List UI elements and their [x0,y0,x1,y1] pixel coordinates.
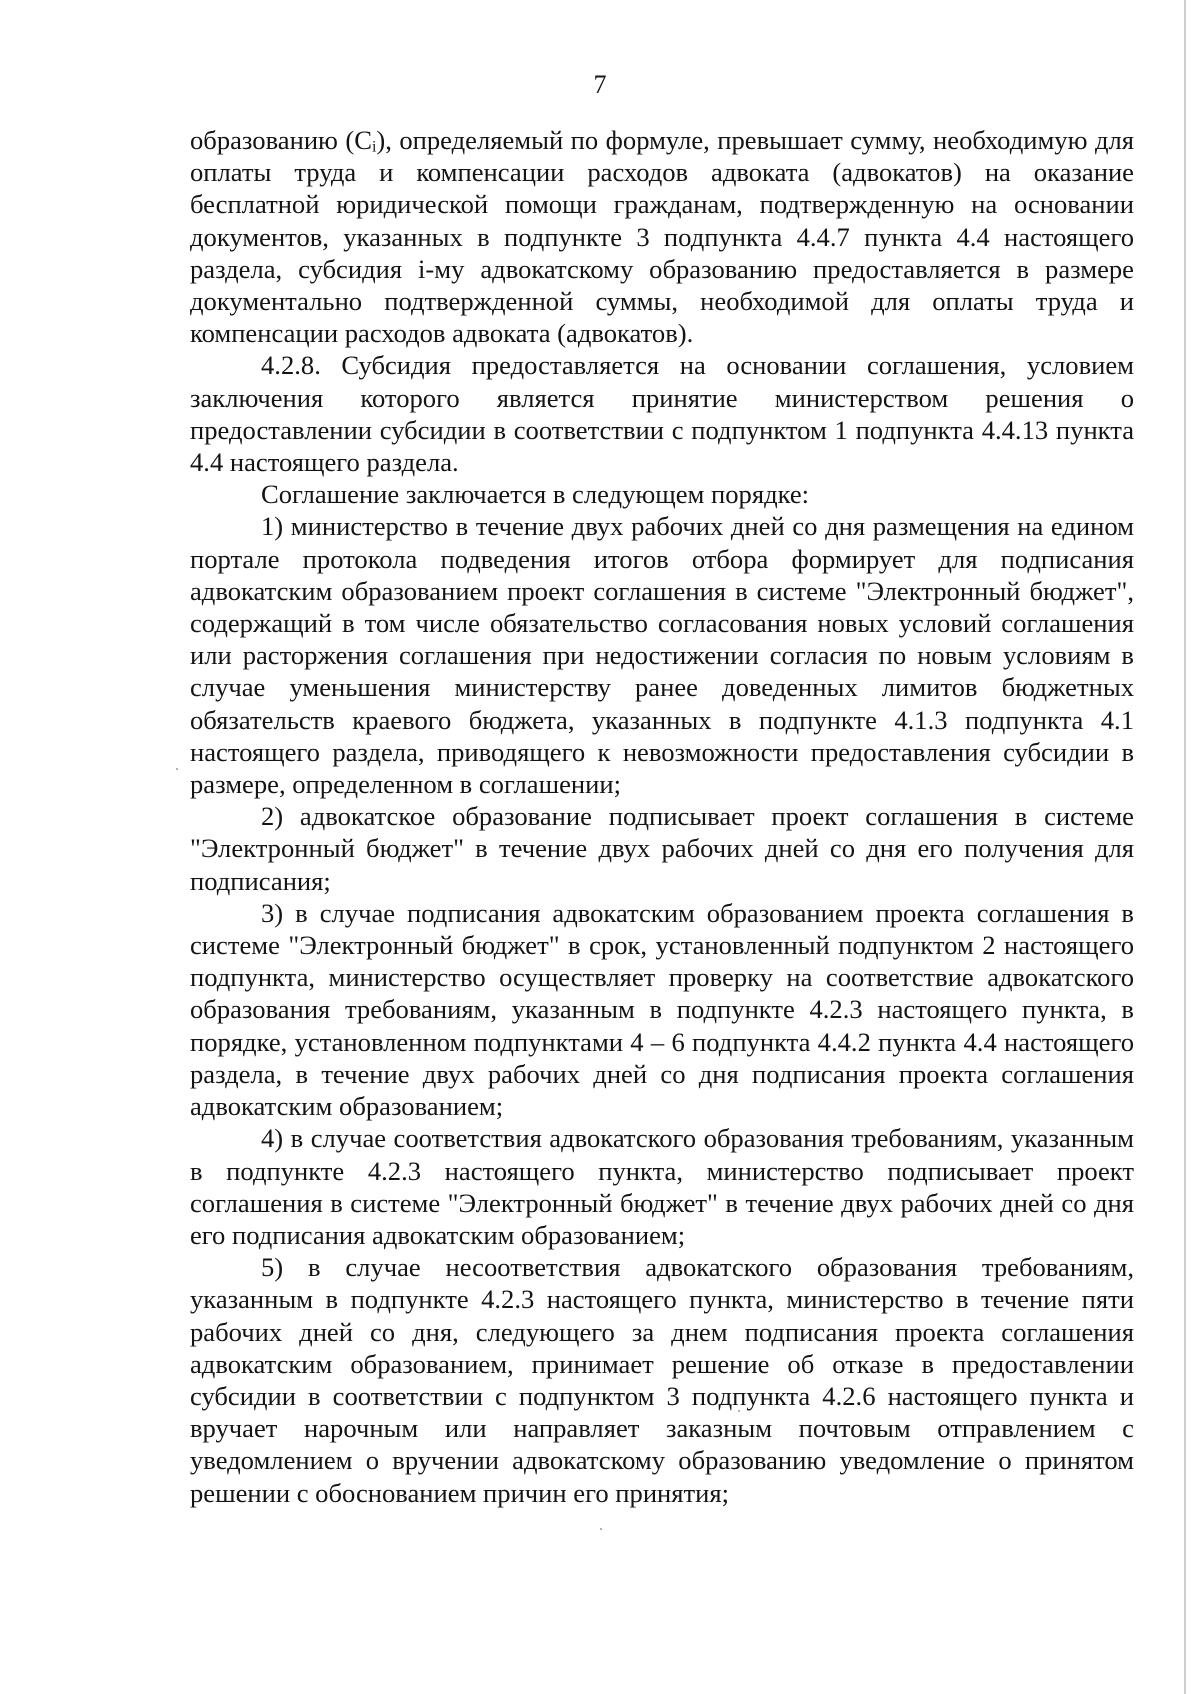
scan-speck [176,768,178,770]
paragraph-item-4: 4) в случае соответствия адвокатского образования требованиям, указанным в подпункте 4.2.3 настоящего пункта, министерство подписывает проект соглашения в системе "Электронный бюджет" в течение двух рабочих дней со дня его подписания адвокатским образованием; [190,1123,1134,1250]
paragraph-item-1: 1) министерство в течение двух рабочих дней со дня размещения на едином портале протокола подведения итогов отбора формирует для подписания адвокатским образованием проект соглашения в системе "Электронный бюджет", содержащий в том числе обязательство согласования новых условий соглашения или расторжения соглашения при недостижении согласия по новым условиям в случае уменьшения министерству ранее доведенных лимитов бюджетных обязательств краевого бюджета, указанных в подпункте 4.1.3 подпункта 4.1 настоящего раздела, приводящего к невозможности предоставления субсидии в размере, определенном в соглашении; [190,511,1134,800]
scan-speck [600,1528,602,1530]
document-body [190,124,1134,1509]
scan-edge [1184,0,1186,1694]
paragraph-item-3: 3) в случае подписания адвокатским образованием проекта соглашения в системе "Электронный бюджет" в срок, установленный подпунктом 2 настоящего подпункта, министерство осуществляет проверку на соответствие адвокатского образования требованиям, указанным в подпункте 4.2.3 настоящего пункта, в порядке, установленном подпунктами 4 – 6 подпункта 4.4.2 пункта 4.4 настоящего раздела, в течение двух рабочих дней со дня подписания проекта соглашения адвокатским образованием; [190,897,1134,1122]
paragraph-item-5: 5) в случае несоответствия адвокатского образования требованиям, указанным в подпункте 4.2.3 настоящего пункта, министерство в течение пяти рабочих дней со дня, следующего за днем подписания проекта соглашения адвокатским образованием, принимает решение об отказе в предоставлении субсидии в соответствии с подпунктом 3 подпункта 4.2.6 настоящего пункта и вручает нарочным или направляет заказным почтовым отправлением с уведомлением о вручении адвокатскому образованию уведомление о принятом решении с обоснованием причин его принятия; [190,1252,1134,1508]
page-number: 7 [593,70,607,99]
paragraph-item-2: 2) адвокатское образование подписывает проект соглашения в системе "Электронный бюджет" в течение двух рабочих дней со дня его получения для подписания; [190,801,1134,896]
paragraph-agreement-order: Соглашение заключается в следующем порядке: [261,479,810,510]
paragraph-4-2-8: 4.2.8. Субсидия предоставляется на основании соглашения, условием заключения которого является принятие министерством решения о предоставлении субсидии в соответствии с подпунктом 1 подпункта 4.4.13 пункта 4.4 настоящего раздела. [190,350,1134,478]
paragraph-continuation: образованию (Cᵢ), определяемый по формуле, превышает сумму, необходимую для оплаты труда и компенсации расходов адвоката (адвокатов) на оказание бесплатной юридической помощи гражданам, подтвержденную на основании документов, указанных в подпункте 3 подпункта 4.4.7 пункта 4.4 настоящего раздела, субсидия i-му адвокатскому образованию предоставляется в размере документально подтвержденной суммы, необходимой для оплаты труда и компенсации расходов адвоката (адвокатов). [190,125,1134,349]
